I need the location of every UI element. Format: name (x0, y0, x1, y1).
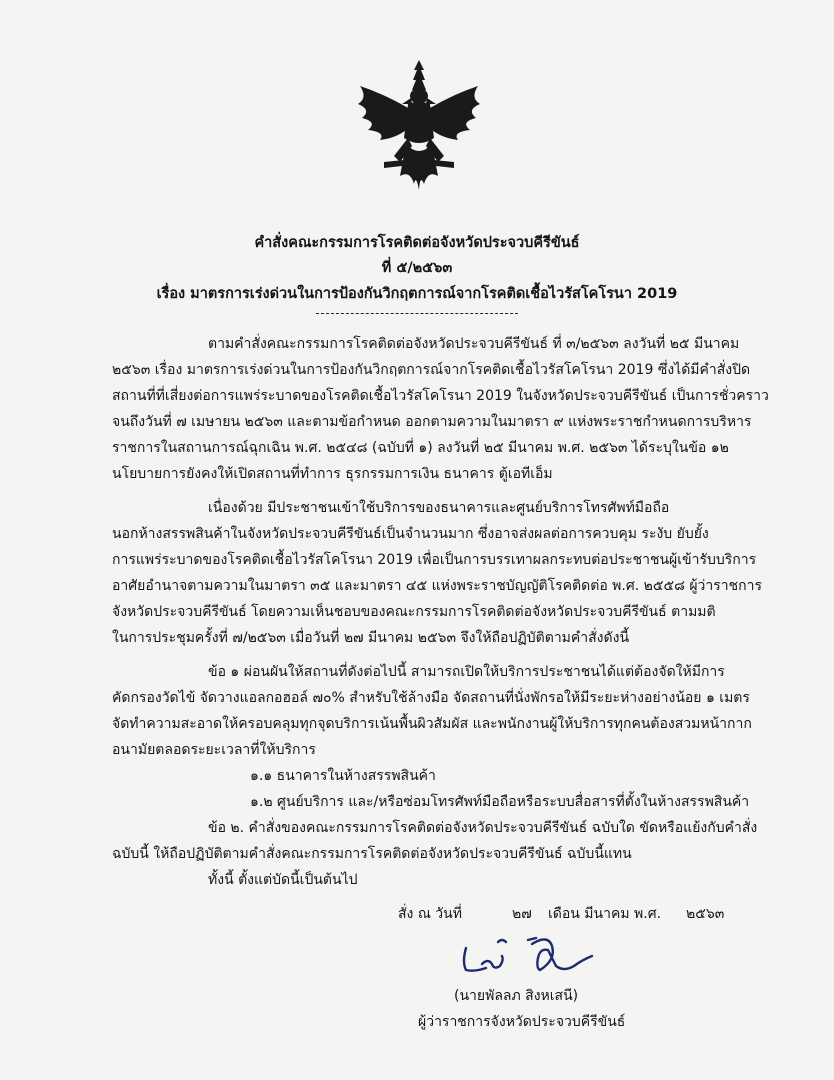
paragraph-1-line: นโยบายการยังคงให้เปิดสถานที่ทำการ ธุรกรรมการเงิน ธนาคาร ตู้เอทีเอ็ม (112, 466, 553, 482)
garuda-emblem-icon (354, 58, 484, 198)
clause-1-item: ๑.๒ ศูนย์บริการ และ/หรือซ่อมโทรศัพท์มือถือหรือระบบสื่อสารที่ตั้งในห้างสรรพสินค้า (250, 794, 750, 810)
handwritten-signature-icon (452, 928, 612, 984)
paragraph-2-line: นอกห้างสรรพสินค้าในจังหวัดประจวบคีรีขันธ์เป็นจำนวนมาก ซึ่งอาจส่งผลต่อการควบคุม ระงับ ยับยั้ง (112, 526, 709, 542)
clause-2-line: ฉบับนี้ ให้ถือปฏิบัติตามคำสั่งคณะกรรมการโรคติดต่อจังหวัดประจวบคีรีขันธ์ ฉบับนี้แทน (112, 846, 632, 862)
paragraph-1-line: สถานที่ที่เสี่ยงต่อการแพร่ระบาดของโรคติดเชื้อไวรัสโคโรนา 2019 ในจังหวัดประจวบคีรีขันธ์ เป็นการชั่วคราว (112, 388, 769, 404)
paragraph-2-line: ในการประชุมครั้งที่ ๗/๒๕๖๓ เมื่อวันที่ ๒๗ มีนาคม ๒๕๖๓ จึงให้ถือปฏิบัติตามคำสั่งดังนี้ (112, 630, 630, 646)
date-day: ๒๗ (512, 906, 532, 922)
clause-1-line: คัดกรองวัดไข้ จัดวางแอลกอฮอล์ ๗๐% สำหรับใช้ล้างมือ จัดสถานที่นั่งพักรอให้มีระยะห่างอย่างน้อย ๑ เมตร (112, 690, 750, 706)
paragraph-2-line: การแพร่ระบาดของโรคติดเชื้อไวรัสโคโรนา 2019 เพื่อเป็นการบรรเทาผลกระทบต่อประชาชนผู้เข้ารับบริการ (112, 552, 757, 568)
paragraph-1-line: จนถึงวันที่ ๗ เมษายน ๒๕๖๓ และตามข้อกำหนด ออกตามความในมาตรา ๙ แห่งพระราชกำหนดการบริหาร (112, 414, 752, 430)
paragraph-1-line: ตามคำสั่งคณะกรรมการโรคติดต่อจังหวัดประจวบคีรีขันธ์ ที่ ๓/๒๕๖๓ ลงวันที่ ๒๕ มีนาคม (208, 336, 740, 352)
date-month: เดือน มีนาคม พ.ศ. (548, 906, 662, 922)
date-year: ๒๕๖๓ (686, 906, 725, 922)
clause-1-line: จัดทำความสะอาดให้ครอบคลุมทุกจุดบริการเน้นพื้นผิวสัมผัส และพนักงานผู้ให้บริการทุกคนต้องสวมหน้ากาก (112, 716, 752, 732)
paragraph-2-line: อาศัยอำนาจตามความในมาตรา ๓๕ และมาตรา ๔๕ แห่งพระราชบัญญัติโรคติดต่อ พ.ศ. ๒๕๕๘ ผู้ว่าราชการ (112, 578, 762, 594)
clause-1-line: ข้อ ๑ ผ่อนผันให้สถานที่ดังต่อไปนี้ สามารถเปิดให้บริการประชาชนได้แต่ต้องจัดให้มีการ (208, 664, 725, 680)
paragraph-1-line: ๒๕๖๓ เรื่อง มาตรการเร่งด่วนในการป้องกันวิกฤตการณ์จากโรคติดเชื้อไวรัสโคโรนา 2019 ซึ่งได้มีคำสั่งปิด (112, 362, 751, 378)
clause-1-item: ๑.๑ ธนาคารในห้างสรรพสินค้า (250, 768, 436, 784)
order-number: ที่ ๕/๒๕๖๓ (381, 260, 453, 276)
paragraph-2-line: เนื่องด้วย มีประชาชนเข้าใช้บริการของธนาคารและศูนย์บริการโทรศัพท์มือถือ (208, 500, 670, 516)
clause-1-line: อนามัยตลอดระยะเวลาที่ให้บริการ (112, 742, 316, 758)
order-subject: เรื่อง มาตรการเร่งด่วนในการป้องกันวิกฤตการณ์จากโรคติดเชื้อไวรัสโคโรนา 2019 (156, 286, 678, 302)
header-divider (316, 313, 518, 314)
signatory-name: (นายพัลลภ สิงหเสนี) (454, 988, 579, 1004)
clause-2-line: ข้อ ๒. คำสั่งของคณะกรรมการโรคติดต่อจังหวัดประจวบคีรีขันธ์ ฉบับใด ขัดหรือแย้งกับคำสั่ง (208, 820, 758, 836)
date-prefix: สั่ง ณ วันที่ (398, 906, 462, 922)
paragraph-1-line: ราชการในสถานการณ์ฉุกเฉิน พ.ศ. ๒๕๔๘ (ฉบับที่ ๑) ลงวันที่ ๒๕ มีนาคม พ.ศ. ๒๕๖๓ ได้ระบุในข้อ ๑๒ (112, 440, 729, 456)
order-title: คำสั่งคณะกรรมการโรคติดต่อจังหวัดประจวบคีรีขันธ์ (254, 235, 580, 251)
paragraph-2-line: จังหวัดประจวบคีรีขันธ์ โดยความเห็นชอบของคณะกรรมการโรคติดต่อจังหวัดประจวบคีรีขันธ์ ตามมติ (112, 604, 716, 620)
effective-statement: ทั้งนี้ ตั้งแต่บัดนี้เป็นต้นไป (208, 872, 358, 888)
signatory-position: ผู้ว่าราชการจังหวัดประจวบคีรีขันธ์ (418, 1014, 626, 1030)
